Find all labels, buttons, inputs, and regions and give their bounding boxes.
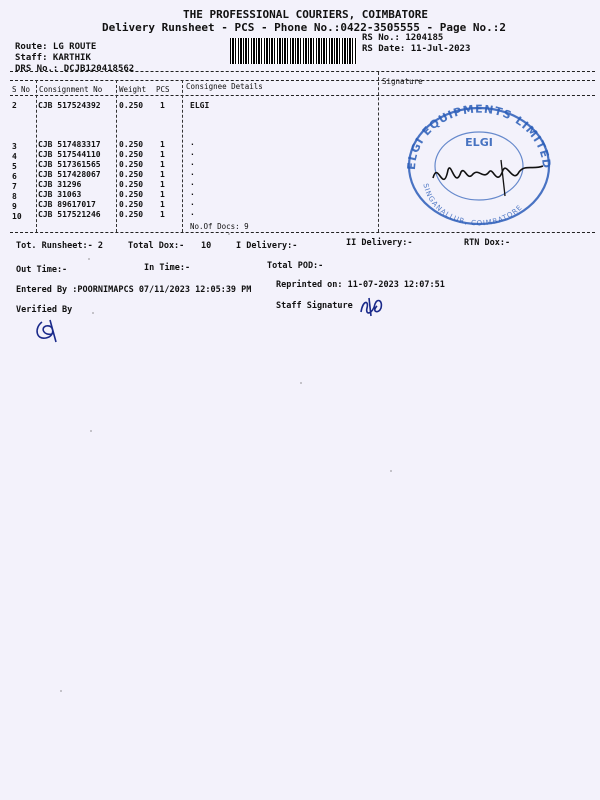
table-cell-pcs: 1 [160, 150, 165, 159]
table-cell-weight: 0.250 [119, 200, 144, 209]
scan-speck [90, 430, 92, 432]
table-cell-weight: 0.250 [119, 190, 144, 199]
table-cell-details: . [190, 148, 195, 157]
table-cell-consignment: CJB 89617017 [38, 200, 96, 209]
company-title: THE PROFESSIONAL COURIERS, COIMBATORE [183, 8, 429, 21]
col-divider [36, 80, 37, 232]
company-stamp [393, 100, 563, 230]
table-cell-consignment: CJB 517544110 [38, 150, 101, 159]
table-cell-details: . [190, 178, 195, 187]
table-cell-pcs: 1 [160, 190, 165, 199]
table-cell-details: . [190, 168, 195, 177]
table-cell-details: . [190, 188, 195, 197]
total-dox-label: Total Dox:- [128, 241, 185, 251]
table-cell-sno: 7 [12, 182, 17, 191]
scan-speck [92, 312, 94, 314]
col-header-consignment: Consignment No [39, 85, 103, 94]
table-cell-consignment: CJB 517428067 [38, 170, 101, 179]
no-of-docs: No.Of Docs: 9 [190, 222, 249, 231]
col-divider [378, 72, 379, 232]
table-cell-pcs: 1 [160, 200, 165, 209]
scan-speck [390, 470, 392, 472]
table-cell-sno: 5 [12, 162, 17, 171]
rs-date: RS Date: 11-Jul-2023 [362, 44, 471, 54]
drs-number: DRS No.: DCJB120418562 [15, 64, 135, 74]
rs-number: RS No.: 1204185 [362, 33, 444, 43]
table-top-rule [10, 71, 595, 72]
table-cell-sno: 9 [12, 202, 17, 211]
reprinted-on: Reprinted on: 11-07-2023 12:07:51 [276, 280, 445, 290]
table-cell-sno: 2 [12, 101, 17, 110]
ii-delivery: II Delivery:- [346, 238, 413, 248]
out-time: Out Time:- [16, 265, 68, 275]
table-cell-details: . [190, 198, 195, 207]
col-header-sno: S No [12, 85, 31, 94]
staff-signature [357, 296, 387, 318]
i-delivery: I Delivery:- [236, 241, 298, 251]
table-cell-consignment: CJB 517483317 [38, 140, 101, 149]
verified-by-label: Verified By [16, 305, 73, 315]
table-cell-weight: 0.250 [119, 160, 144, 169]
table-cell-consignment: CJB 517524392 [38, 101, 101, 110]
scan-speck [88, 258, 90, 260]
stamp-top-text: ELGI EQUIPMENTS LIMITED [404, 102, 554, 171]
table-cell-sno: 4 [12, 152, 17, 161]
rtn-dox: RTN Dox:- [464, 238, 511, 248]
table-cell-pcs: 1 [160, 210, 165, 219]
table-rule-2 [10, 80, 595, 81]
route-label: Route: LG ROUTE [15, 42, 97, 52]
barcode [230, 38, 357, 64]
table-cell-sno: 3 [12, 142, 17, 151]
col-header-details: Consignee Details [186, 82, 263, 91]
table-cell-consignment: CJB 517521246 [38, 210, 101, 219]
table-cell-weight: 0.250 [119, 101, 144, 110]
scan-speck [60, 690, 62, 692]
total-dox-value: 10 [201, 241, 212, 251]
verifier-signature [32, 318, 68, 344]
entered-by: Entered By :POORNIMAPCS 07/11/2023 12:05:39 PM [16, 285, 252, 295]
table-cell-consignment: CJB 31063 [38, 190, 82, 199]
table-cell-weight: 0.250 [119, 150, 144, 159]
col-divider [116, 80, 117, 232]
scan-speck [300, 382, 302, 384]
col-header-weight: Weight [119, 85, 147, 94]
table-cell-consignment: CJB 31296 [38, 180, 82, 189]
table-cell-weight: 0.250 [119, 140, 144, 149]
table-cell-sno: 6 [12, 172, 17, 181]
table-cell-weight: 0.250 [119, 180, 144, 189]
table-cell-pcs: 1 [160, 140, 165, 149]
table-cell-pcs: 1 [160, 170, 165, 179]
staff-signature-label: Staff Signature [276, 301, 353, 311]
table-cell-pcs: 1 [160, 160, 165, 169]
table-cell-details: . [190, 208, 195, 217]
col-divider [182, 80, 183, 232]
table-cell-pcs: 1 [160, 101, 165, 110]
table-cell-weight: 0.250 [119, 210, 144, 219]
table-cell-details: ELGI [190, 101, 210, 110]
receiver-signature [433, 166, 543, 179]
table-cell-details: . [190, 138, 195, 147]
receiver-signature-stroke [501, 160, 505, 196]
table-header-rule [10, 95, 595, 96]
total-pod: Total POD:- [267, 261, 324, 271]
tot-runsheet: Tot. Runsheet:- 2 [16, 241, 103, 251]
table-cell-details: . [190, 158, 195, 167]
table-cell-sno: 8 [12, 192, 17, 201]
table-cell-pcs: 1 [160, 180, 165, 189]
table-cell-sno: 10 [12, 212, 22, 221]
col-header-signature: Signature [382, 77, 423, 86]
table-cell-weight: 0.250 [119, 170, 144, 179]
table-bottom-rule [10, 232, 595, 233]
col-header-pcs: PCS [156, 85, 170, 94]
scan-speck [228, 233, 230, 235]
staff-label: Staff: KARTHIK [15, 53, 91, 63]
stamp-bottom-text: SINGANALLUR, COIMBATORE [421, 182, 525, 228]
in-time: In Time:- [144, 263, 191, 273]
table-cell-consignment: CJB 517361565 [38, 160, 101, 169]
runsheet-title: Delivery Runsheet - PCS - Phone No.:0422-3505555 - Page No.:2 [102, 21, 506, 34]
stamp-center-text: ELGI [465, 136, 493, 149]
